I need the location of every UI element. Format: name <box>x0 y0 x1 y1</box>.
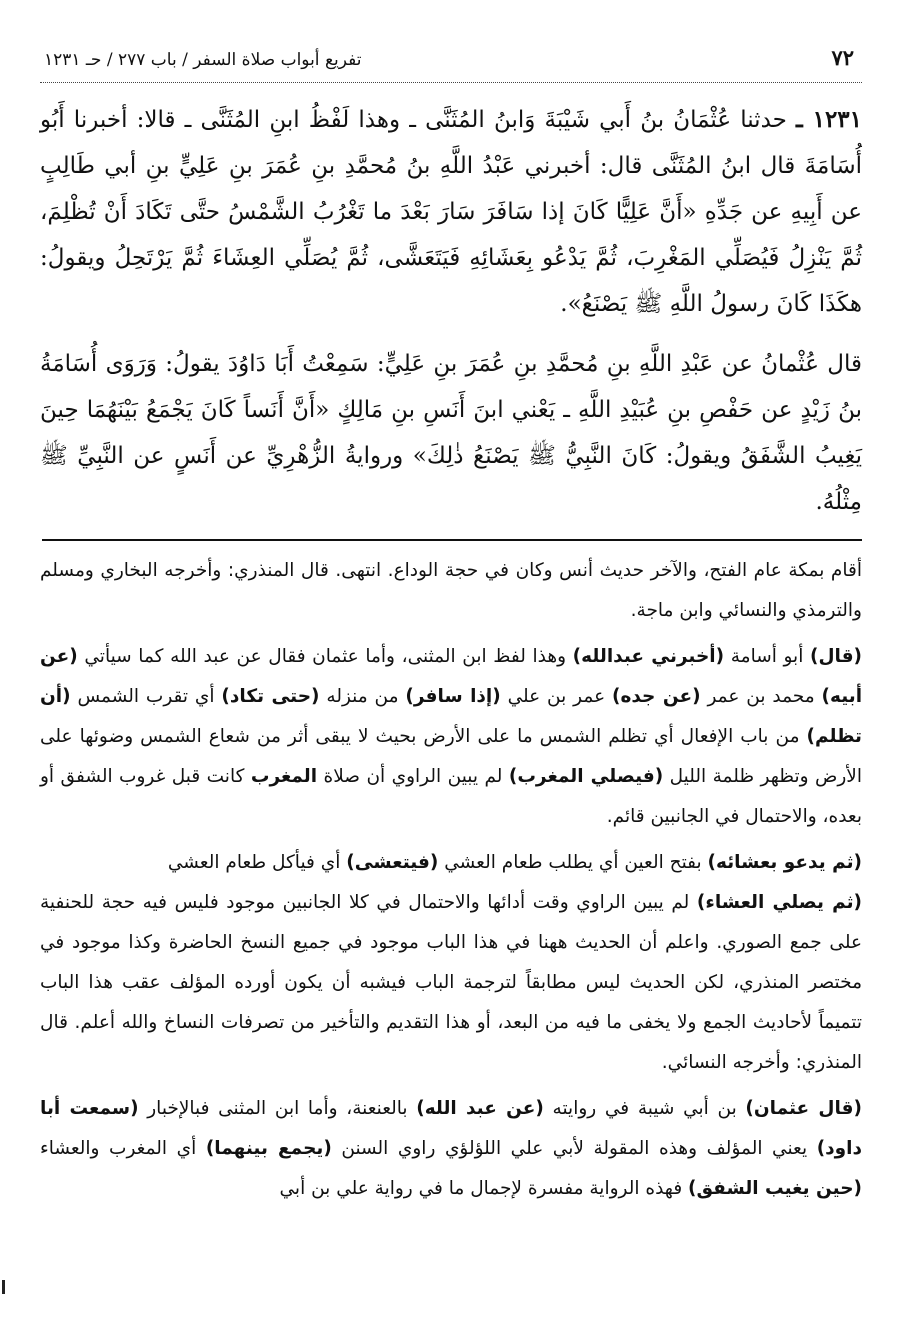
commentary-text: أي تقرب الشمس <box>70 686 222 707</box>
keyword: (عن جده) <box>611 686 701 707</box>
keyword: (فيصلي المغرب) <box>508 766 664 787</box>
running-header <box>40 40 862 83</box>
keyword: (سمعت أبا داود) <box>40 1098 862 1159</box>
commentary-text: بفتح العين أي يطلب طعام العشي <box>438 852 708 873</box>
hadith-paragraph-1 <box>40 97 862 327</box>
hadith-text <box>40 97 862 525</box>
commentary-text: من باب الإفعال أي تظلم الشمس ما على الأرض بحيث لا يبقى أثر من شعاع الشمس وضوئها على الأرض وتظهر ظلمة الليل <box>40 726 862 787</box>
commentary-text: فهذه الرواية مفسرة لإجمال ما في رواية علي بن أبي <box>279 1178 689 1199</box>
keyword: (يجمع بينهما) <box>205 1138 332 1159</box>
commentary-text: أبو أسامة <box>724 646 810 667</box>
commentary-text: بالعنعنة، وأما ابن المثنى فبالإخبار <box>138 1098 417 1119</box>
keyword: (ثم يدعو بعشائه) <box>707 852 862 873</box>
keyword: (أن تظلم) <box>40 686 862 747</box>
commentary-text: يعني المؤلف وهذه المقولة لأبي علي اللؤلؤي راوي السنن <box>331 1138 817 1159</box>
keyword: (أخبرني عبدالله) <box>572 646 725 667</box>
footnote-separator <box>42 539 862 541</box>
hadith-number: ١٢٣١ ـ <box>796 106 863 133</box>
keyword: (قال عثمان) <box>745 1098 862 1119</box>
running-title: تفريع أبواب صلاة السفر / باب ٢٧٧ / حـ ١٢٣١ <box>44 50 362 70</box>
commentary-paragraph-2 <box>40 637 862 837</box>
keyword: المغرب <box>250 766 318 787</box>
keyword: (حتى تكاد) <box>221 686 320 707</box>
commentary-text: أي فيأكل طعام العشي <box>167 852 347 873</box>
commentary <box>40 551 862 1209</box>
commentary-text: لم يبين الراوي وقت أدائها والاحتمال في كلا الجانبين موجود فليس فيه حجة للحنفية على جمع الصوري. واعلم أن الحديث ههنا في هذا الباب موجود في جميع النسخ الحاضرة وكذا موجود في مختصر المنذري، لكن الحديث ليس مطابقاً لترجمة الباب فيشبه أن يكون أورده المؤلف عقب هذا الباب تتميماً لأحاديث الجمع ولا يخفى ما فيه من البعد، أو هذا التقديم والتأخير من تصرفات النساخ والله أعلم. قال المنذري: وأخرجه النسائي. <box>40 892 862 1073</box>
commentary-text: من منزله <box>319 686 406 707</box>
page-number: ٧٢ <box>831 45 854 70</box>
keyword: (حين يغيب الشفق) <box>688 1178 862 1199</box>
commentary-paragraph-1: أقام بمكة عام الفتح، والآخر حديث أنس وكان في حجة الوداع. انتهى. قال المنذري: وأخرجه البخاري ومسلم والترمذي والنسائي وابن ماجة. <box>40 560 862 621</box>
keyword: (عن عبد الله) <box>416 1098 544 1119</box>
keyword: (عن أبيه) <box>40 646 863 707</box>
commentary-text: كانت قبل غروب الشفق أو بعده، والاحتمال في الجانبين قائم. <box>40 766 862 827</box>
commentary-text: محمد بن عمر <box>700 686 822 707</box>
scan-edge-mark <box>2 1280 5 1294</box>
commentary-paragraph-4 <box>40 1089 862 1209</box>
commentary-text: وهذا لفظ ابن المثنى، وأما عثمان فقال عن عبد الله كما سيأتي <box>77 646 573 667</box>
commentary-text: عمر بن علي <box>500 686 612 707</box>
book-page <box>40 40 862 1215</box>
commentary-paragraph-3 <box>40 843 862 1083</box>
keyword: (ثم يصلي العشاء) <box>696 892 862 913</box>
hadith-chain-and-matn: حدثنا عُثْمَانُ بنُ أَبي شَيْبَةَ وَابنُ المُثَنَّى ـ وهذا لَفْظُ ابنِ المُثَنَّى ـ قالا: أخبرنا أَبُو أُسَامَةَ قال ابنُ المُثَنَّى قال: أخبرني عَبْدُ اللَّهِ بنُ مُحمَّدِ بنِ عُمَرَ بنِ عَلِيٍّ بنِ أبي طَالِبٍ عن أَبِيهِ عن جَدِّهِ «أَنَّ عَلِيًّا كَانَ إذا سَافَرَ سَارَ بَعْدَ ما تَغْرُبُ الشَّمْسُ حتَّى تَكَادَ أَنْ تُظْلِمَ، ثُمَّ يَنْزِلُ فَيُصَلِّي المَغْرِبَ، ثُمَّ يَدْعُو بِعَشَائِهِ فَيَتَعَشَّى، ثُمَّ يُصَلِّي العِشَاءَ ثُمَّ يَرْتَحِلُ ويقولُ: هكَذَا كَانَ رسولُ اللَّهِ ﷺ يَصْنَعُ». <box>40 107 862 317</box>
commentary-text: بن أبي شيبة في روايته <box>543 1098 746 1119</box>
commentary-text: أي المغرب والعشاء <box>40 1138 206 1159</box>
commentary-text: لم يبين الراوي أن صلاة <box>317 766 509 787</box>
hadith-paragraph-2: قال عُثْمانُ عن عَبْدِ اللَّهِ بنِ مُحمَّدِ بنِ عُمَرَ بنِ عَلِيٍّ: سَمِعْتُ أَبَا دَاوُدَ يقولُ: وَرَوَى أُسَامَةُ بنُ زَيْدٍ عن حَفْصِ بنِ عُبَيْدِ اللَّهِ ـ يَعْني ابنَ أَنَسِ بنِ مَالِكٍ «أَنَّ أَنَساً كَانَ يَجْمَعُ بَيْنَهُمَا حِينَ يَغِيبُ الشَّفَقُ ويقولُ: كَانَ النَّبِيُّ ﷺ يَصْنَعُ ذٰلِكَ» وروايةُ الزُّهْرِيِّ عن أَنَسٍ عن النَّبِيِّ ﷺ مِثْلُهُ. <box>40 351 862 515</box>
keyword: (إذا سافر) <box>405 686 501 707</box>
keyword: (فيتعشى) <box>346 852 439 873</box>
keyword: (قال) <box>809 646 863 667</box>
